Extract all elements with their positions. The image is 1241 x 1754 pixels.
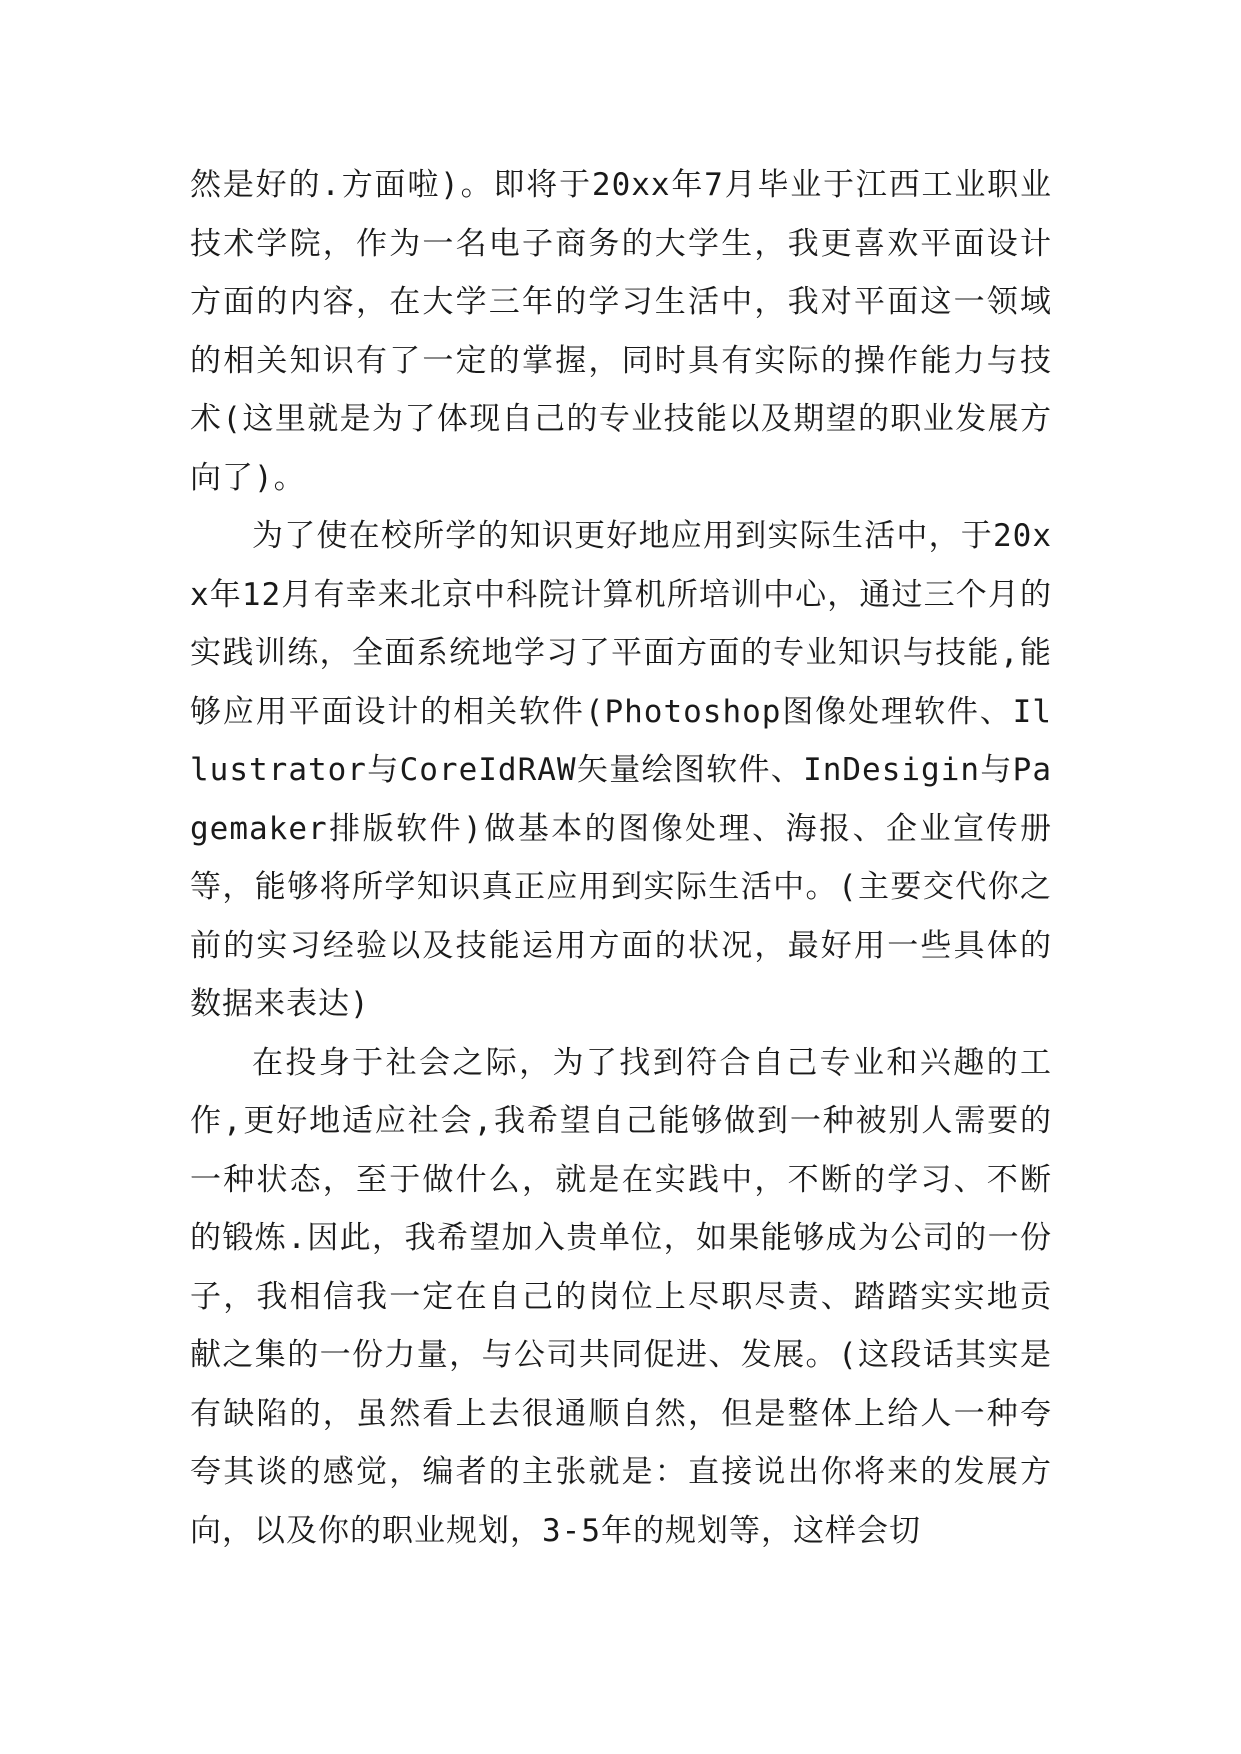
document-body	[190, 156, 1052, 1560]
paragraph-2: 为了使在校所学的知识更好地应用到实际生活中，于20xx年12月有幸来北京中科院计算机所培训中心，通过三个月的实践训练，全面系统地学习了平面方面的专业知识与技能,能够应用平面设计的相关软件(Photoshop图像处理软件、Illustrator与CoreIdRAW矢量绘图软件、InDesigin与Pagemaker排版软件)做基本的图像处理、海报、企业宣传册等，能够将所学知识真正应用到实际生活中。(主要交代你之前的实习经验以及技能运用方面的状况，最好用一些具体的数据来表达)	[190, 518, 1052, 1022]
paragraph-1: 然是好的.方面啦)。即将于20xx年7月毕业于江西工业职业技术学院，作为一名电子商务的大学生，我更喜欢平面设计方面的内容，在大学三年的学习生活中，我对平面这一领域的相关知识有了一定的掌握，同时具有实际的操作能力与技术(这里就是为了体现自己的专业技能以及期望的职业发展方向了)。	[190, 167, 1052, 496]
paragraph-3: 在投身于社会之际，为了找到符合自己专业和兴趣的工作,更好地适应社会,我希望自己能够做到一种被别人需要的一种状态，至于做什么，就是在实践中，不断的学习、不断的锻炼.因此，我希望加入贵单位，如果能够成为公司的一份子，我相信我一定在自己的岗位上尽职尽责、踏踏实实地贡献之集的一份力量，与公司共同促进、发展。(这段话其实是有缺陷的，虽然看上去很通顺自然，但是整体上给人一种夸夸其谈的感觉，编者的主张就是：直接说出你将来的发展方向，以及你的职业规划，3-5年的规划等，这样会切	[190, 1044, 1052, 1549]
